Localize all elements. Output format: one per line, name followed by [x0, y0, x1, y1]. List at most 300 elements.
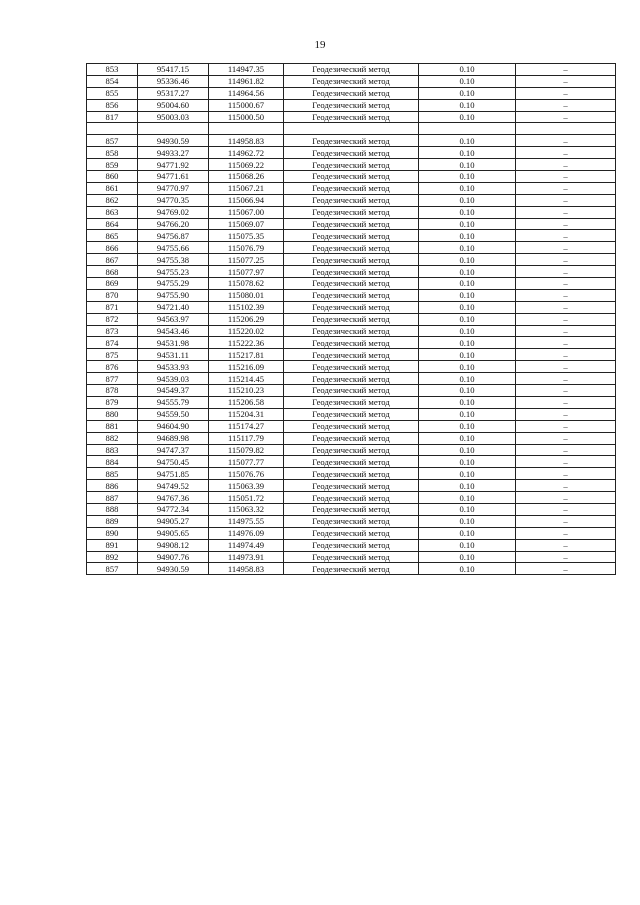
- point-number-cell: 885: [87, 468, 138, 480]
- x-coordinate-cell: 94905.27: [138, 515, 209, 527]
- note-cell: –: [516, 551, 616, 563]
- point-number-cell: 872: [87, 313, 138, 325]
- table-row: [87, 289, 616, 301]
- x-coordinate-cell: 94747.37: [138, 444, 209, 456]
- note-cell: –: [516, 182, 616, 194]
- y-coordinate-cell: 115214.45: [209, 373, 284, 385]
- point-number-cell: 868: [87, 266, 138, 278]
- method-cell: Геодезический метод: [284, 396, 419, 408]
- y-coordinate-cell: 115051.72: [209, 492, 284, 504]
- method-cell: Геодезический метод: [284, 64, 419, 76]
- accuracy-cell: 0.10: [419, 289, 516, 301]
- y-coordinate-cell: 114973.91: [209, 551, 284, 563]
- table-row: [87, 159, 616, 171]
- method-cell: Геодезический метод: [284, 432, 419, 444]
- y-coordinate-cell: 115220.02: [209, 325, 284, 337]
- note-cell: –: [516, 444, 616, 456]
- y-coordinate-cell: 115077.77: [209, 456, 284, 468]
- point-number-cell: 865: [87, 230, 138, 242]
- point-number-cell: 856: [87, 99, 138, 111]
- note-cell: –: [516, 254, 616, 266]
- method-cell: Геодезический метод: [284, 301, 419, 313]
- y-coordinate-cell: 115216.09: [209, 361, 284, 373]
- table-row: [87, 87, 616, 99]
- point-number-cell: 867: [87, 254, 138, 266]
- point-number-cell: 884: [87, 456, 138, 468]
- x-coordinate-cell: 94769.02: [138, 206, 209, 218]
- x-coordinate-cell: 94549.37: [138, 385, 209, 397]
- point-number-cell: 887: [87, 492, 138, 504]
- point-number-cell: 870: [87, 289, 138, 301]
- point-number-cell: 880: [87, 408, 138, 420]
- accuracy-cell: 0.10: [419, 361, 516, 373]
- note-cell: –: [516, 480, 616, 492]
- point-number-cell: 866: [87, 242, 138, 254]
- table-row: [87, 313, 616, 325]
- table-row: [87, 420, 616, 432]
- y-coordinate-cell: 115117.79: [209, 432, 284, 444]
- table-row: [87, 396, 616, 408]
- point-number-cell: 853: [87, 64, 138, 76]
- accuracy-cell: 0.10: [419, 313, 516, 325]
- y-coordinate-cell: 114964.56: [209, 87, 284, 99]
- accuracy-cell: 0.10: [419, 468, 516, 480]
- coordinates-table: [86, 63, 616, 575]
- method-cell: Геодезический метод: [284, 420, 419, 432]
- y-coordinate-cell: 114958.83: [209, 135, 284, 147]
- point-number-cell: 875: [87, 349, 138, 361]
- y-coordinate-cell: 115217.81: [209, 349, 284, 361]
- table-row: [87, 432, 616, 444]
- method-cell: [284, 123, 419, 135]
- accuracy-cell: 0.10: [419, 420, 516, 432]
- table-row: [87, 385, 616, 397]
- note-cell: –: [516, 325, 616, 337]
- note-cell: –: [516, 515, 616, 527]
- x-coordinate-cell: 94755.23: [138, 266, 209, 278]
- y-coordinate-cell: 115204.31: [209, 408, 284, 420]
- note-cell: –: [516, 194, 616, 206]
- accuracy-cell: 0.10: [419, 99, 516, 111]
- point-number-cell: 876: [87, 361, 138, 373]
- note-cell: –: [516, 361, 616, 373]
- table-row: [87, 194, 616, 206]
- x-coordinate-cell: 94531.11: [138, 349, 209, 361]
- method-cell: Геодезический метод: [284, 111, 419, 123]
- table-row: [87, 75, 616, 87]
- table-row: [87, 361, 616, 373]
- accuracy-cell: 0.10: [419, 206, 516, 218]
- x-coordinate-cell: 94771.61: [138, 171, 209, 183]
- point-number-cell: 883: [87, 444, 138, 456]
- x-coordinate-cell: 94555.79: [138, 396, 209, 408]
- table-row: [87, 515, 616, 527]
- y-coordinate-cell: 115068.26: [209, 171, 284, 183]
- note-cell: –: [516, 563, 616, 575]
- method-cell: Геодезический метод: [284, 385, 419, 397]
- y-coordinate-cell: 115069.07: [209, 218, 284, 230]
- x-coordinate-cell: 94908.12: [138, 539, 209, 551]
- note-cell: –: [516, 408, 616, 420]
- method-cell: Геодезический метод: [284, 182, 419, 194]
- table-row: [87, 135, 616, 147]
- accuracy-cell: 0.10: [419, 171, 516, 183]
- y-coordinate-cell: 114974.49: [209, 539, 284, 551]
- method-cell: Геодезический метод: [284, 230, 419, 242]
- point-number-cell: 855: [87, 87, 138, 99]
- y-coordinate-cell: 115066.94: [209, 194, 284, 206]
- y-coordinate-cell: 115077.25: [209, 254, 284, 266]
- point-number-cell: 857: [87, 135, 138, 147]
- y-coordinate-cell: 114947.35: [209, 64, 284, 76]
- point-number-cell: 854: [87, 75, 138, 87]
- y-coordinate-cell: 115076.79: [209, 242, 284, 254]
- y-coordinate-cell: 115210.23: [209, 385, 284, 397]
- x-coordinate-cell: 94756.87: [138, 230, 209, 242]
- y-coordinate-cell: 115000.50: [209, 111, 284, 123]
- note-cell: –: [516, 159, 616, 171]
- x-coordinate-cell: 94770.35: [138, 194, 209, 206]
- x-coordinate-cell: 94766.20: [138, 218, 209, 230]
- point-number-cell: 877: [87, 373, 138, 385]
- point-number-cell: 863: [87, 206, 138, 218]
- table-row: [87, 468, 616, 480]
- method-cell: Геодезический метод: [284, 551, 419, 563]
- method-cell: Геодезический метод: [284, 539, 419, 551]
- accuracy-cell: 0.10: [419, 325, 516, 337]
- point-number-cell: 891: [87, 539, 138, 551]
- x-coordinate-cell: 94721.40: [138, 301, 209, 313]
- accuracy-cell: 0.10: [419, 503, 516, 515]
- point-number-cell: 817: [87, 111, 138, 123]
- method-cell: Геодезический метод: [284, 527, 419, 539]
- accuracy-cell: 0.10: [419, 408, 516, 420]
- point-number-cell: 878: [87, 385, 138, 397]
- point-number-cell: 857: [87, 563, 138, 575]
- x-coordinate-cell: 94749.52: [138, 480, 209, 492]
- table-row: [87, 230, 616, 242]
- note-cell: –: [516, 64, 616, 76]
- table-row: [87, 182, 616, 194]
- note-cell: –: [516, 503, 616, 515]
- method-cell: Геодезический метод: [284, 218, 419, 230]
- y-coordinate-cell: 115079.82: [209, 444, 284, 456]
- method-cell: Геодезический метод: [284, 135, 419, 147]
- table-row: [87, 218, 616, 230]
- y-coordinate-cell: 115080.01: [209, 289, 284, 301]
- x-coordinate-cell: 95336.46: [138, 75, 209, 87]
- method-cell: Геодезический метод: [284, 99, 419, 111]
- coordinates-table-body: [87, 64, 616, 575]
- note-cell: –: [516, 456, 616, 468]
- table-row: [87, 301, 616, 313]
- note-cell: –: [516, 301, 616, 313]
- point-number-cell: 892: [87, 551, 138, 563]
- y-coordinate-cell: 115069.22: [209, 159, 284, 171]
- table-row: [87, 373, 616, 385]
- table-row: [87, 111, 616, 123]
- accuracy-cell: 0.10: [419, 432, 516, 444]
- note-cell: [516, 123, 616, 135]
- method-cell: Геодезический метод: [284, 337, 419, 349]
- note-cell: –: [516, 135, 616, 147]
- x-coordinate-cell: 95417.15: [138, 64, 209, 76]
- method-cell: Геодезический метод: [284, 75, 419, 87]
- x-coordinate-cell: 94771.92: [138, 159, 209, 171]
- y-coordinate-cell: 115000.67: [209, 99, 284, 111]
- y-coordinate-cell: 115067.21: [209, 182, 284, 194]
- accuracy-cell: 0.10: [419, 301, 516, 313]
- accuracy-cell: 0.10: [419, 337, 516, 349]
- table-row: [87, 254, 616, 266]
- x-coordinate-cell: 94930.59: [138, 563, 209, 575]
- table-row: [87, 349, 616, 361]
- method-cell: Геодезический метод: [284, 194, 419, 206]
- accuracy-cell: 0.10: [419, 444, 516, 456]
- table-row: [87, 337, 616, 349]
- accuracy-cell: 0.10: [419, 75, 516, 87]
- y-coordinate-cell: 114962.72: [209, 147, 284, 159]
- method-cell: Геодезический метод: [284, 361, 419, 373]
- point-number-cell: 890: [87, 527, 138, 539]
- point-number-cell: 871: [87, 301, 138, 313]
- table-row: [87, 444, 616, 456]
- accuracy-cell: 0.10: [419, 147, 516, 159]
- x-coordinate-cell: 94751.85: [138, 468, 209, 480]
- table-row: [87, 503, 616, 515]
- x-coordinate-cell: 94907.76: [138, 551, 209, 563]
- point-number-cell: 882: [87, 432, 138, 444]
- accuracy-cell: 0.10: [419, 539, 516, 551]
- note-cell: –: [516, 420, 616, 432]
- note-cell: –: [516, 266, 616, 278]
- y-coordinate-cell: 115102.39: [209, 301, 284, 313]
- method-cell: Геодезический метод: [284, 254, 419, 266]
- point-number-cell: 889: [87, 515, 138, 527]
- y-coordinate-cell: 115075.35: [209, 230, 284, 242]
- method-cell: Геодезический метод: [284, 242, 419, 254]
- point-number-cell: 874: [87, 337, 138, 349]
- method-cell: Геодезический метод: [284, 206, 419, 218]
- accuracy-cell: 0.10: [419, 527, 516, 539]
- method-cell: Геодезический метод: [284, 266, 419, 278]
- table-row: [87, 456, 616, 468]
- note-cell: –: [516, 492, 616, 504]
- x-coordinate-cell: 94604.90: [138, 420, 209, 432]
- x-coordinate-cell: 94772.34: [138, 503, 209, 515]
- accuracy-cell: 0.10: [419, 230, 516, 242]
- y-coordinate-cell: 115222.36: [209, 337, 284, 349]
- x-coordinate-cell: 95317.27: [138, 87, 209, 99]
- note-cell: –: [516, 206, 616, 218]
- accuracy-cell: 0.10: [419, 266, 516, 278]
- point-number-cell: 860: [87, 171, 138, 183]
- accuracy-cell: 0.10: [419, 278, 516, 290]
- accuracy-cell: 0.10: [419, 135, 516, 147]
- y-coordinate-cell: 114961.82: [209, 75, 284, 87]
- note-cell: –: [516, 373, 616, 385]
- method-cell: Геодезический метод: [284, 468, 419, 480]
- table-row: [87, 242, 616, 254]
- x-coordinate-cell: 94755.90: [138, 289, 209, 301]
- method-cell: Геодезический метод: [284, 278, 419, 290]
- accuracy-cell: 0.10: [419, 373, 516, 385]
- accuracy-cell: 0.10: [419, 218, 516, 230]
- accuracy-cell: 0.10: [419, 515, 516, 527]
- x-coordinate-cell: 94531.98: [138, 337, 209, 349]
- table-row: [87, 123, 616, 135]
- x-coordinate-cell: 94767.36: [138, 492, 209, 504]
- table-row: [87, 551, 616, 563]
- note-cell: –: [516, 385, 616, 397]
- note-cell: –: [516, 337, 616, 349]
- note-cell: –: [516, 539, 616, 551]
- x-coordinate-cell: 94770.97: [138, 182, 209, 194]
- point-number-cell: 861: [87, 182, 138, 194]
- table-row: [87, 171, 616, 183]
- note-cell: –: [516, 75, 616, 87]
- table-row: [87, 266, 616, 278]
- note-cell: –: [516, 147, 616, 159]
- accuracy-cell: [419, 123, 516, 135]
- note-cell: –: [516, 230, 616, 242]
- x-coordinate-cell: 94755.38: [138, 254, 209, 266]
- y-coordinate-cell: 115078.62: [209, 278, 284, 290]
- note-cell: –: [516, 432, 616, 444]
- accuracy-cell: 0.10: [419, 182, 516, 194]
- note-cell: –: [516, 111, 616, 123]
- point-number-cell: [87, 123, 138, 135]
- x-coordinate-cell: 94533.93: [138, 361, 209, 373]
- y-coordinate-cell: [209, 123, 284, 135]
- point-number-cell: 888: [87, 503, 138, 515]
- accuracy-cell: 0.10: [419, 254, 516, 266]
- y-coordinate-cell: 115174.27: [209, 420, 284, 432]
- point-number-cell: 879: [87, 396, 138, 408]
- method-cell: Геодезический метод: [284, 349, 419, 361]
- x-coordinate-cell: 94750.45: [138, 456, 209, 468]
- x-coordinate-cell: 94905.65: [138, 527, 209, 539]
- note-cell: –: [516, 289, 616, 301]
- method-cell: Геодезический метод: [284, 456, 419, 468]
- accuracy-cell: 0.10: [419, 480, 516, 492]
- point-number-cell: 862: [87, 194, 138, 206]
- accuracy-cell: 0.10: [419, 159, 516, 171]
- x-coordinate-cell: 94930.59: [138, 135, 209, 147]
- table-row: [87, 480, 616, 492]
- x-coordinate-cell: 95004.60: [138, 99, 209, 111]
- method-cell: Геодезический метод: [284, 515, 419, 527]
- note-cell: –: [516, 396, 616, 408]
- accuracy-cell: 0.10: [419, 194, 516, 206]
- accuracy-cell: 0.10: [419, 563, 516, 575]
- x-coordinate-cell: 94689.98: [138, 432, 209, 444]
- note-cell: –: [516, 527, 616, 539]
- accuracy-cell: 0.10: [419, 349, 516, 361]
- table-row: [87, 147, 616, 159]
- method-cell: Геодезический метод: [284, 289, 419, 301]
- method-cell: Геодезический метод: [284, 444, 419, 456]
- point-number-cell: 873: [87, 325, 138, 337]
- x-coordinate-cell: [138, 123, 209, 135]
- point-number-cell: 858: [87, 147, 138, 159]
- method-cell: Геодезический метод: [284, 171, 419, 183]
- x-coordinate-cell: 94755.66: [138, 242, 209, 254]
- x-coordinate-cell: 94539.03: [138, 373, 209, 385]
- x-coordinate-cell: 94755.29: [138, 278, 209, 290]
- note-cell: –: [516, 468, 616, 480]
- method-cell: Геодезический метод: [284, 313, 419, 325]
- method-cell: Геодезический метод: [284, 480, 419, 492]
- y-coordinate-cell: 115067.00: [209, 206, 284, 218]
- x-coordinate-cell: 95003.03: [138, 111, 209, 123]
- point-number-cell: 864: [87, 218, 138, 230]
- y-coordinate-cell: 114976.09: [209, 527, 284, 539]
- note-cell: –: [516, 171, 616, 183]
- note-cell: –: [516, 242, 616, 254]
- note-cell: –: [516, 87, 616, 99]
- table-row: [87, 408, 616, 420]
- x-coordinate-cell: 94559.50: [138, 408, 209, 420]
- x-coordinate-cell: 94543.46: [138, 325, 209, 337]
- note-cell: –: [516, 99, 616, 111]
- table-row: [87, 539, 616, 551]
- accuracy-cell: 0.10: [419, 87, 516, 99]
- y-coordinate-cell: 115206.58: [209, 396, 284, 408]
- method-cell: Геодезический метод: [284, 159, 419, 171]
- note-cell: –: [516, 278, 616, 290]
- method-cell: Геодезический метод: [284, 147, 419, 159]
- y-coordinate-cell: 114958.83: [209, 563, 284, 575]
- y-coordinate-cell: 115063.32: [209, 503, 284, 515]
- note-cell: –: [516, 349, 616, 361]
- method-cell: Геодезический метод: [284, 373, 419, 385]
- y-coordinate-cell: 115076.76: [209, 468, 284, 480]
- y-coordinate-cell: 115206.29: [209, 313, 284, 325]
- table-row: [87, 492, 616, 504]
- accuracy-cell: 0.10: [419, 385, 516, 397]
- point-number-cell: 881: [87, 420, 138, 432]
- y-coordinate-cell: 114975.55: [209, 515, 284, 527]
- table-row: [87, 563, 616, 575]
- y-coordinate-cell: 115063.39: [209, 480, 284, 492]
- method-cell: Геодезический метод: [284, 492, 419, 504]
- method-cell: Геодезический метод: [284, 563, 419, 575]
- accuracy-cell: 0.10: [419, 111, 516, 123]
- point-number-cell: 859: [87, 159, 138, 171]
- table-row: [87, 278, 616, 290]
- table-row: [87, 325, 616, 337]
- x-coordinate-cell: 94933.27: [138, 147, 209, 159]
- table-row: [87, 64, 616, 76]
- accuracy-cell: 0.10: [419, 64, 516, 76]
- note-cell: –: [516, 218, 616, 230]
- accuracy-cell: 0.10: [419, 242, 516, 254]
- method-cell: Геодезический метод: [284, 325, 419, 337]
- note-cell: –: [516, 313, 616, 325]
- table-row: [87, 206, 616, 218]
- method-cell: Геодезический метод: [284, 87, 419, 99]
- accuracy-cell: 0.10: [419, 551, 516, 563]
- accuracy-cell: 0.10: [419, 396, 516, 408]
- table-row: [87, 527, 616, 539]
- accuracy-cell: 0.10: [419, 456, 516, 468]
- x-coordinate-cell: 94563.97: [138, 313, 209, 325]
- page-number: 19: [314, 39, 326, 51]
- table-row: [87, 99, 616, 111]
- point-number-cell: 869: [87, 278, 138, 290]
- y-coordinate-cell: 115077.97: [209, 266, 284, 278]
